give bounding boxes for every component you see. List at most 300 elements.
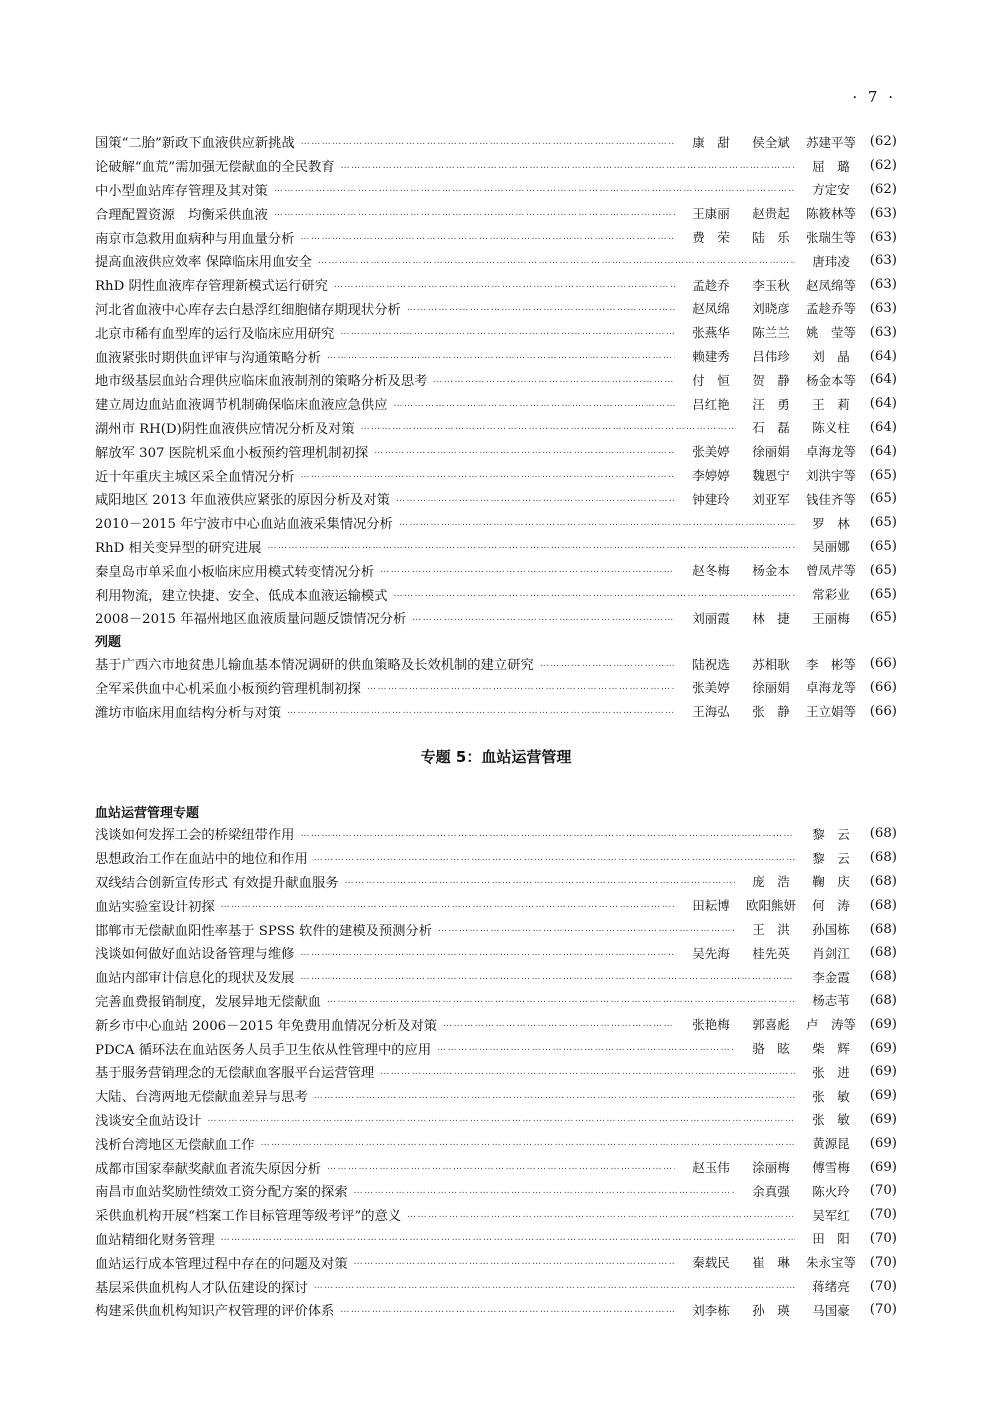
leader-dots xyxy=(314,1091,795,1101)
author-name: 陈义柱 xyxy=(812,420,850,436)
author-name: 陈筱林等 xyxy=(805,206,856,222)
author-name: 李金霞 xyxy=(812,969,850,985)
author-name: 张 进 xyxy=(812,1064,850,1080)
entry-page: (64) xyxy=(869,419,897,435)
toc-entry xyxy=(95,941,897,965)
author-name: 黄源昆 xyxy=(812,1136,850,1152)
author-name: 王 莉 xyxy=(812,396,850,412)
entry-title: 大陆、台湾两地无偿献血差异与思考 xyxy=(95,1090,308,1106)
toc-entry xyxy=(95,368,897,392)
toc-entry xyxy=(95,965,897,989)
entry-page: (63) xyxy=(869,253,897,269)
entry-authors xyxy=(681,655,861,673)
author-name: 卓海龙等 xyxy=(805,444,856,460)
entry-authors xyxy=(681,323,861,341)
entry-page: (70) xyxy=(869,1207,897,1223)
author-name: 姚 莹等 xyxy=(805,325,856,341)
entry-page: (70) xyxy=(869,1183,897,1199)
author-name: 张美婷 xyxy=(692,444,730,460)
leader-dots xyxy=(380,565,675,575)
entry-page: (66) xyxy=(869,679,897,695)
leader-dots xyxy=(340,327,675,337)
author-name: 刘丽霞 xyxy=(692,610,730,626)
leader-dots xyxy=(396,494,675,504)
author-name: 欧阳熊妍 xyxy=(745,898,796,914)
entry-authors xyxy=(681,204,861,222)
entry-page: (65) xyxy=(869,515,897,531)
toc-entry xyxy=(95,1036,897,1060)
entry-page: (68) xyxy=(869,850,897,866)
leader-dots xyxy=(300,470,675,480)
author-name: 柴 辉 xyxy=(812,1041,850,1057)
leader-dots xyxy=(394,589,795,599)
author-name: 何 涛 xyxy=(812,898,850,914)
author-name: 骆 眩 xyxy=(752,1041,790,1057)
author-name: 常彩业 xyxy=(812,587,850,603)
leader-dots xyxy=(361,422,735,432)
toc-entry xyxy=(95,416,897,440)
entry-title: 咸阳地区 2013 年血液供应紧张的原因分析及对策 xyxy=(95,493,390,509)
entry-authors xyxy=(801,1206,861,1224)
toc-entry xyxy=(95,699,897,723)
entry-title: 基于服务营销理念的无偿献血客服平台运营管理 xyxy=(95,1066,375,1082)
entry-authors xyxy=(741,1182,861,1200)
leader-dots xyxy=(367,682,675,692)
leader-dots xyxy=(354,1257,675,1267)
toc-entry xyxy=(95,225,897,249)
toc-entry xyxy=(95,1155,897,1179)
author-name: 方定安 xyxy=(812,182,850,198)
author-name: 卢 涛等 xyxy=(805,1017,856,1033)
toc-entry xyxy=(95,1060,897,1084)
author-name: 田 阳 xyxy=(812,1231,850,1247)
entry-page: (68) xyxy=(869,897,897,913)
author-name: 马国豪 xyxy=(812,1302,850,1318)
author-name: 刘 晶 xyxy=(812,349,850,365)
toc-entry xyxy=(95,201,897,225)
leader-dots xyxy=(380,1067,795,1077)
toc-entry xyxy=(95,917,897,941)
toc-entry xyxy=(95,273,897,297)
author-name: 吕红艳 xyxy=(692,396,730,412)
entry-authors xyxy=(801,585,861,603)
entry-authors xyxy=(741,418,861,436)
toc-entry xyxy=(95,558,897,582)
entry-title: 邯郸市无偿献血阳性率基于 SPSS 软件的建模及预测分析 xyxy=(95,923,433,939)
author-name: 赵凤绵等 xyxy=(805,277,856,293)
leader-dots xyxy=(274,184,795,194)
author-name: 田耘博 xyxy=(692,898,730,914)
leader-dots xyxy=(261,1138,795,1148)
leader-dots xyxy=(314,1281,795,1291)
author-name: 罗 林 xyxy=(812,515,850,531)
toc-entry xyxy=(95,652,897,676)
entry-page: (65) xyxy=(869,586,897,602)
author-name: 刘洪宇等 xyxy=(805,468,856,484)
author-name: 苏相耿 xyxy=(752,656,790,672)
author-name: 王康丽 xyxy=(692,206,730,222)
entry-authors xyxy=(681,609,861,627)
entry-authors xyxy=(801,1063,861,1081)
entry-title: 湖州市 RH(D)阴性血液供应情况分析及对策 xyxy=(95,421,355,437)
entry-page: (69) xyxy=(869,1159,897,1175)
entry-title: 论破解“血荒”需加强无偿献血的全民教育 xyxy=(95,160,335,176)
author-name: 曾凤芹等 xyxy=(805,563,856,579)
toc-entry xyxy=(95,1227,897,1251)
toc-entry xyxy=(95,606,897,630)
author-name: 杨志苇 xyxy=(812,993,850,1009)
entry-title: 完善血费报销制度，发展异地无偿献血 xyxy=(95,994,322,1010)
entry-page: (65) xyxy=(869,610,897,626)
leader-dots xyxy=(327,995,795,1005)
author-name: 刘李栋 xyxy=(692,1302,730,1318)
page-number: · 7 · xyxy=(852,88,896,106)
entry-authors xyxy=(801,252,861,270)
author-name: 付 恒 xyxy=(692,372,730,388)
toc-entry xyxy=(95,178,897,202)
leader-dots xyxy=(334,280,675,290)
author-name: 屈 璐 xyxy=(812,158,850,174)
entry-title: RhD 阴性血液库存管理新模式运行研究 xyxy=(95,279,328,295)
entry-authors xyxy=(801,849,861,867)
entry-title: 浅谈安全血站设计 xyxy=(95,1113,202,1129)
entry-page: (66) xyxy=(869,656,897,672)
entry-page: (68) xyxy=(869,945,897,961)
entry-authors xyxy=(681,561,861,579)
entry-title: RhD 相关变异型的研究进展 xyxy=(95,540,262,556)
entry-page: (62) xyxy=(869,134,897,150)
entry-title: 近十年重庆主城区采全血情况分析 xyxy=(95,469,295,485)
leader-dots xyxy=(412,613,675,623)
toc-entry xyxy=(95,249,897,273)
entry-title: 地市级基层血站合理供应临床血液制剂的策略分析及思考 xyxy=(95,374,428,390)
entry-page: (63) xyxy=(869,324,897,340)
entry-authors xyxy=(681,702,861,720)
entry-page: (64) xyxy=(869,348,897,364)
entry-authors xyxy=(801,1110,861,1128)
entry-page: (69) xyxy=(869,1064,897,1080)
leader-dots xyxy=(438,924,735,934)
entry-page: (69) xyxy=(869,1111,897,1127)
author-name: 魏恩宁 xyxy=(752,468,790,484)
entry-page: (62) xyxy=(869,158,897,174)
author-name: 蒋绪亮 xyxy=(812,1279,850,1295)
entry-authors xyxy=(801,991,861,1009)
entry-page: (63) xyxy=(869,277,897,293)
author-name: 孙国栋 xyxy=(812,922,850,938)
author-name: 王立娟等 xyxy=(805,704,856,720)
leader-dots xyxy=(300,829,795,839)
author-name: 杨金本 xyxy=(752,563,790,579)
toc-entry xyxy=(95,1298,897,1322)
entry-page: (63) xyxy=(869,205,897,221)
entry-page: (68) xyxy=(869,826,897,842)
toc-entry xyxy=(95,1203,897,1227)
entry-page: (69) xyxy=(869,1088,897,1104)
toc-entry xyxy=(95,154,897,178)
author-name: 张美婷 xyxy=(692,680,730,696)
author-name: 秦载民 xyxy=(692,1255,730,1271)
entry-title: 血站内部审计信息化的现状及发展 xyxy=(95,971,295,987)
toc-entry xyxy=(95,344,897,368)
entry-title: 血站实验室设计初探 xyxy=(95,899,215,915)
leader-dots xyxy=(394,399,675,409)
entry-page: (63) xyxy=(869,300,897,316)
toc-entry xyxy=(95,1108,897,1132)
author-name: 张 敏 xyxy=(812,1088,850,1104)
toc-entry xyxy=(95,511,897,535)
entry-page: (68) xyxy=(869,921,897,937)
entry-page: (62) xyxy=(869,181,897,197)
entry-authors xyxy=(681,1301,861,1319)
author-name: 张艳梅 xyxy=(692,1017,730,1033)
subsection-label: 列题 xyxy=(95,635,122,651)
toc-entry xyxy=(95,320,897,344)
author-name: 朱永宝等 xyxy=(805,1255,856,1271)
entry-authors xyxy=(741,872,861,890)
author-name: 李玉秋 xyxy=(752,277,790,293)
author-name: 赵贵起 xyxy=(752,206,790,222)
leader-dots xyxy=(221,900,675,910)
entry-title: PDCA 循环法在血站医务人员手卫生依从性管理中的应用 xyxy=(95,1042,432,1058)
toc-entry xyxy=(95,439,897,463)
leader-dots xyxy=(314,853,795,863)
author-name: 杨金本等 xyxy=(805,372,856,388)
leader-dots xyxy=(354,1186,735,1196)
leader-dots xyxy=(443,1019,675,1029)
leader-dots xyxy=(341,161,795,171)
entry-title: 血站精细化财务管理 xyxy=(95,1232,215,1248)
leader-dots xyxy=(374,446,675,456)
entry-page: (64) xyxy=(869,396,897,412)
author-name: 赵冬梅 xyxy=(692,563,730,579)
author-name: 贺 静 xyxy=(752,372,790,388)
entry-page: (70) xyxy=(869,1278,897,1294)
leader-dots xyxy=(433,375,675,385)
author-name: 陈兰兰 xyxy=(752,325,790,341)
entry-title: 南京市急救用血病种与用血量分析 xyxy=(95,231,295,247)
author-name: 陆祝选 xyxy=(692,656,730,672)
leader-dots xyxy=(274,208,675,218)
entry-page: (64) xyxy=(869,372,897,388)
leader-dots xyxy=(300,972,795,982)
author-name: 赖建秀 xyxy=(692,349,730,365)
toc-entry xyxy=(95,487,897,511)
leader-dots xyxy=(221,1233,795,1243)
author-name: 孟趁乔 xyxy=(692,277,730,293)
author-name: 陆 乐 xyxy=(752,230,790,246)
entry-title: 构建采供血机构知识产权管理的评价体系 xyxy=(95,1304,335,1320)
entry-authors xyxy=(681,228,861,246)
leader-dots xyxy=(301,137,675,147)
entry-title: 河北省血液中心库存去白悬浮红细胞储存期现状分析 xyxy=(95,302,401,318)
leader-dots xyxy=(540,659,675,669)
entry-title: 2008－2015 年福州地区血液质量问题反馈情况分析 xyxy=(95,612,407,628)
author-name: 费 荣 xyxy=(692,230,730,246)
entry-authors xyxy=(801,1277,861,1295)
entry-authors xyxy=(801,1087,861,1105)
entry-authors xyxy=(681,944,861,962)
author-name: 李 彬等 xyxy=(805,656,856,672)
entry-title: 合理配置资源 均衡采供血液 xyxy=(95,207,268,223)
author-name: 唐玮凌 xyxy=(812,253,850,269)
subsection-label: 血站运营管理专题 xyxy=(95,805,200,821)
toc-entry xyxy=(95,582,897,606)
entry-title: 国策“二胎”新政下血液供应新挑战 xyxy=(95,136,295,152)
toc-entry xyxy=(95,846,897,870)
entry-page: (70) xyxy=(869,1230,897,1246)
toc-entry xyxy=(95,676,897,700)
author-name: 侯全斌 xyxy=(752,134,790,150)
leader-dots xyxy=(207,1114,795,1124)
entry-title: 南昌市血站奖励性绩效工资分配方案的探索 xyxy=(95,1185,348,1201)
leader-dots xyxy=(407,1210,795,1220)
entry-title: 潍坊市临床用血结构分析与对策 xyxy=(95,705,282,721)
author-name: 王 洪 xyxy=(752,922,790,938)
entry-authors xyxy=(801,1134,861,1152)
author-name: 卓海龙等 xyxy=(805,680,856,696)
entry-page: (64) xyxy=(869,443,897,459)
entry-page: (69) xyxy=(869,1040,897,1056)
leader-dots xyxy=(300,232,675,242)
author-name: 傅雪梅 xyxy=(812,1160,850,1176)
entry-authors xyxy=(681,442,861,460)
entry-page: (68) xyxy=(869,969,897,985)
entry-authors xyxy=(681,133,861,151)
author-name: 庞 浩 xyxy=(752,874,790,890)
author-name: 石 磊 xyxy=(752,420,790,436)
leader-dots xyxy=(287,706,675,716)
entry-page: (69) xyxy=(869,1135,897,1151)
entry-title: 中小型血站库存管理及其对策 xyxy=(95,183,268,199)
entry-page: (70) xyxy=(869,1254,897,1270)
entry-authors xyxy=(801,1229,861,1247)
leader-dots xyxy=(407,303,675,313)
author-name: 徐丽娟 xyxy=(752,444,790,460)
author-name: 李婷婷 xyxy=(692,468,730,484)
entry-title: 秦皇岛市单采血小板临床应用模式转变情况分析 xyxy=(95,564,375,580)
author-name: 吴军红 xyxy=(812,1207,850,1223)
entry-title: 思想政治工作在血站中的地位和作用 xyxy=(95,852,308,868)
entry-page: (65) xyxy=(869,467,897,483)
entry-title: 基层采供血机构人才队伍建设的探讨 xyxy=(95,1280,308,1296)
toc-entry xyxy=(95,870,897,894)
entry-page: (63) xyxy=(869,229,897,245)
author-name: 赵玉伟 xyxy=(692,1160,730,1176)
toc-entry xyxy=(95,989,897,1013)
entry-authors xyxy=(801,825,861,843)
entry-page: (65) xyxy=(869,562,897,578)
entry-title: 成都市国家奉献奖献血者流失原因分析 xyxy=(95,1161,322,1177)
toc-entry xyxy=(95,1274,897,1298)
entry-title: 利用物流，建立快捷、安全、低成本血液运输模式 xyxy=(95,588,388,604)
entry-authors xyxy=(801,537,861,555)
topic-heading: 专题 5：血站运营管理 xyxy=(420,748,572,766)
leader-dots xyxy=(327,351,675,361)
entry-page: (68) xyxy=(869,873,897,889)
toc-entry xyxy=(95,463,897,487)
author-name: 黎 云 xyxy=(812,826,850,842)
leader-dots xyxy=(399,518,795,528)
author-name: 刘晓彦 xyxy=(752,301,790,317)
leader-dots xyxy=(340,1305,675,1315)
entry-authors xyxy=(681,299,861,317)
entry-authors xyxy=(681,490,861,508)
entry-authors xyxy=(681,466,861,484)
entry-title: 全军采供血中心机采血小板预约管理机制初探 xyxy=(95,681,361,697)
author-name: 赵凤绵 xyxy=(692,301,730,317)
author-name: 吴先海 xyxy=(692,945,730,961)
entry-title: 采供血机构开展“档案工作目标管理等级考评”的意义 xyxy=(95,1209,402,1225)
entry-page: (65) xyxy=(869,538,897,554)
entry-title: 血液紧张时期供血评审与沟通策略分析 xyxy=(95,350,322,366)
author-name: 徐丽娟 xyxy=(752,680,790,696)
leader-dots xyxy=(300,948,675,958)
entry-authors xyxy=(801,514,861,532)
entry-title: 基于广西六市地贫患儿输血基本情况调研的供血策略及长效机制的建立研究 xyxy=(95,658,534,674)
author-name: 郭喜彪 xyxy=(752,1017,790,1033)
leader-dots xyxy=(437,1043,735,1053)
entry-authors xyxy=(681,896,861,914)
entry-page: (70) xyxy=(869,1302,897,1318)
entry-page: (68) xyxy=(869,992,897,1008)
toc-entry xyxy=(95,297,897,321)
entry-authors xyxy=(801,180,861,198)
toc-entry xyxy=(95,1012,897,1036)
author-name: 张瑞生等 xyxy=(805,230,856,246)
author-name: 林 捷 xyxy=(752,610,790,626)
entry-page: (65) xyxy=(869,491,897,507)
author-name: 吴丽娜 xyxy=(812,539,850,555)
entry-title: 血站运行成本管理过程中存在的问题及对策 xyxy=(95,1256,348,1272)
author-name: 张 敏 xyxy=(812,1112,850,1128)
entry-authors xyxy=(681,1158,861,1176)
entry-title: 2010－2015 年宁波市中心血站血液采集情况分析 xyxy=(95,517,393,533)
leader-dots xyxy=(318,256,795,266)
author-name: 黎 云 xyxy=(812,850,850,866)
entry-page: (69) xyxy=(869,1016,897,1032)
author-name: 刘亚军 xyxy=(752,491,790,507)
entry-authors xyxy=(741,1039,861,1057)
author-name: 张燕华 xyxy=(692,325,730,341)
toc-entry xyxy=(95,535,897,559)
author-name: 苏建平等 xyxy=(805,134,856,150)
author-name: 涂丽梅 xyxy=(752,1160,790,1176)
entry-authors xyxy=(801,968,861,986)
entry-authors xyxy=(681,1253,861,1271)
toc-entry xyxy=(95,1131,897,1155)
author-name: 张 静 xyxy=(752,704,790,720)
entry-page: (66) xyxy=(869,703,897,719)
toc-entry xyxy=(95,893,897,917)
author-name: 肖剑江 xyxy=(812,945,850,961)
toc-entry xyxy=(95,130,897,154)
leader-dots xyxy=(345,876,735,886)
author-name: 陈火玲 xyxy=(812,1183,850,1199)
author-name: 汪 勇 xyxy=(752,396,790,412)
leader-dots xyxy=(327,1162,675,1172)
author-name: 钱佳齐等 xyxy=(805,491,856,507)
toc-entry xyxy=(95,1084,897,1108)
entry-title: 双线结合创新宣传形式 有效提升献血服务 xyxy=(95,875,339,891)
author-name: 钟建玲 xyxy=(692,491,730,507)
toc-entry xyxy=(95,822,897,846)
entry-title: 新乡市中心血站 2006－2015 年免费用血情况分析及对策 xyxy=(95,1018,438,1034)
entry-title: 解放军 307 医院机采血小板预约管理机制初探 xyxy=(95,445,369,461)
leader-dots xyxy=(267,541,795,551)
toc-entry xyxy=(95,1250,897,1274)
entry-title: 北京市稀有血型库的运行及临床应用研究 xyxy=(95,326,335,342)
